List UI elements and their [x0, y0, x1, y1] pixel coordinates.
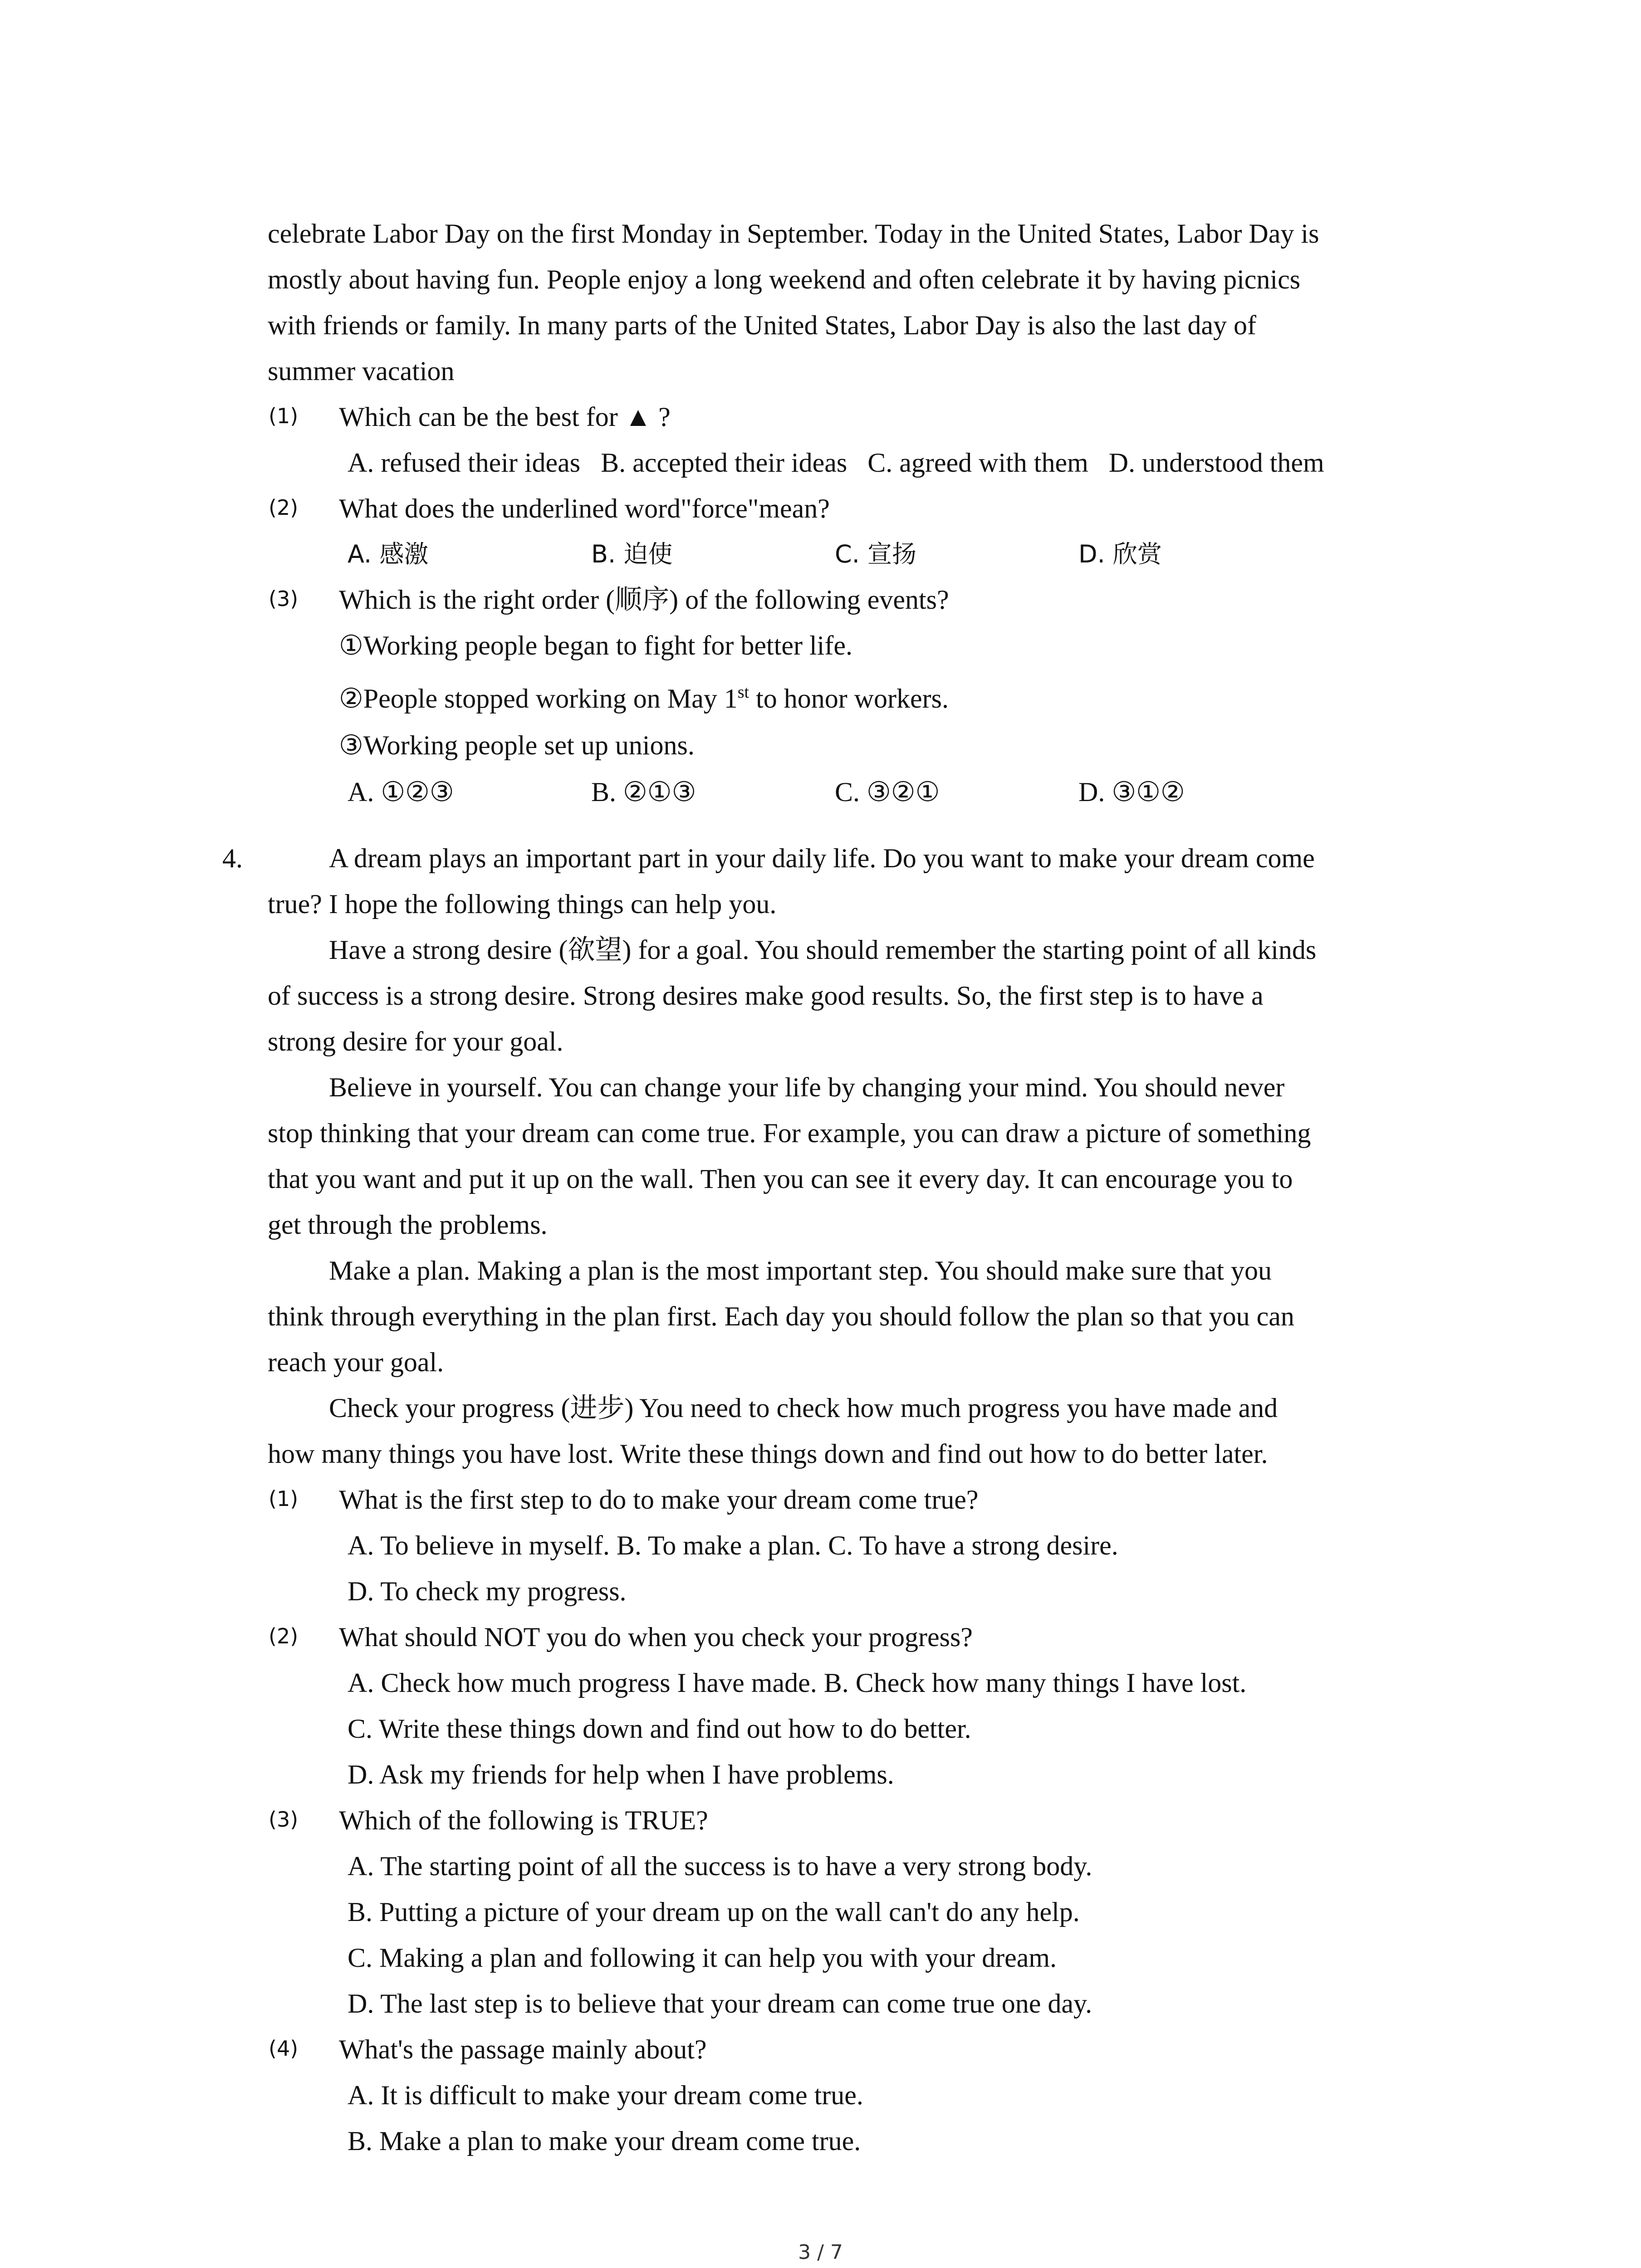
- p3-q2-option-c: C. 宣扬: [835, 540, 917, 568]
- passage4-line-13: Check your progress (进步) You need to check how much progress you have made and: [329, 1393, 1278, 1423]
- passage4-line-4: of success is a strong desire. Strong desires make good results. So, the first step is to have a: [268, 981, 1264, 1011]
- p3-q3-event-2-sup: st: [737, 683, 749, 702]
- p3-q1-option-d: D. understood them: [1108, 448, 1324, 478]
- passage3-line-2: mostly about having fun. People enjoy a long weekend and often celebrate it by having picnics: [268, 264, 1301, 294]
- p3-q3-event-1: ①Working people began to fight for better life.: [339, 631, 852, 660]
- passage3-line-4: summer vacation: [268, 356, 455, 386]
- passage4-line-8: that you want and put it up on the wall. Then you can see it every day. It can encourage you to: [268, 1164, 1293, 1194]
- passage4-number: 4.: [222, 843, 243, 873]
- p4-q4-option-b: B. Make a plan to make your dream come true.: [348, 2126, 861, 2156]
- p4-q4-option-a: A. It is difficult to make your dream come true.: [348, 2080, 863, 2110]
- passage4-line-11: think through everything in the plan first. Each day you should follow the plan so that you can: [268, 1301, 1294, 1331]
- passage4-line-2: true? I hope the following things can help you.: [268, 889, 777, 919]
- p4-q1-options-line-2: D. To check my progress.: [348, 1576, 627, 1606]
- p3-question-1-options: [348, 449, 1324, 476]
- passage4-line-9: get through the problems.: [268, 1210, 548, 1240]
- passage4-line-5: strong desire for your goal.: [268, 1026, 563, 1056]
- p3-q2-option-d: D. 欣赏: [1078, 540, 1162, 568]
- passage4-line-3: Have a strong desire (欲望) for a goal. You should remember the starting point of all kinds: [329, 935, 1317, 965]
- p4-question-2-text: What should NOT you do when you check your progress?: [339, 1622, 973, 1652]
- passage4-line-6: Believe in yourself. You can change your life by changing your mind. You should never: [329, 1072, 1285, 1102]
- p4-question-3-number: (3): [269, 1807, 299, 1832]
- passage4-line-14: how many things you have lost. Write these things down and find out how to do better later.: [268, 1439, 1268, 1469]
- p3-q3-event-2: [339, 685, 949, 712]
- p4-q1-options-line-1: A. To believe in myself. B. To make a plan. C. To have a strong desire.: [348, 1530, 1118, 1560]
- p4-question-1-text: What is the first step to do to make your dream come true?: [339, 1485, 979, 1515]
- p4-question-4-number: (4): [269, 2036, 299, 2061]
- p4-q2-options-line-1: A. Check how much progress I have made. B. Check how many things I have lost.: [348, 1668, 1247, 1698]
- p4-q2-option-d: D. Ask my friends for help when I have problems.: [348, 1760, 894, 1789]
- p4-q3-option-c: C. Making a plan and following it can help you with your dream.: [348, 1943, 1057, 1973]
- p4-question-1-number: (1): [269, 1486, 299, 1511]
- p3-q2-option-b: B. 迫使: [591, 540, 673, 568]
- p3-q3-option-a: A. ①②③: [348, 777, 454, 807]
- p3-q3-event-2-tail: to honor workers.: [749, 684, 949, 714]
- p4-q3-option-a: A. The starting point of all the success is to have a very strong body.: [348, 1851, 1092, 1881]
- p4-q3-option-b: B. Putting a picture of your dream up on the wall can't do any help.: [348, 1897, 1080, 1927]
- p3-question-1-number: (1): [269, 404, 299, 428]
- passage4-line-12: reach your goal.: [268, 1347, 444, 1377]
- passage3-line-1: celebrate Labor Day on the first Monday in September. Today in the United States, Labor Day is: [268, 219, 1319, 249]
- p3-q3-event-2-head: ②People stopped working on May 1: [339, 684, 738, 714]
- p3-q1-option-a: A. refused their ideas: [348, 448, 581, 478]
- passage4-line-10: Make a plan. Making a plan is the most important step. You should make sure that you: [329, 1256, 1272, 1286]
- p3-question-2-number: (2): [269, 495, 299, 520]
- p3-question-3-number: (3): [269, 587, 299, 611]
- p4-question-3-text: Which of the following is TRUE?: [339, 1805, 708, 1835]
- p4-question-4-text: What's the passage mainly about?: [339, 2034, 707, 2064]
- p3-q1-option-c: C. agreed with them: [867, 448, 1088, 478]
- passage4-line-7: stop thinking that your dream can come true. For example, you can draw a picture of something: [268, 1118, 1311, 1148]
- p3-q2-option-a: A. 感激: [348, 540, 429, 568]
- p3-question-2-text: What does the underlined word"force"mean?: [339, 494, 830, 523]
- p4-q3-option-d: D. The last step is to believe that your dream can come true one day.: [348, 1989, 1092, 2019]
- p3-q3-option-c: C. ③②①: [835, 777, 940, 807]
- page-number: 3 / 7: [798, 2241, 843, 2264]
- p4-question-2-number: (2): [269, 1624, 299, 1648]
- p3-question-1-text: Which can be the best for ▲ ?: [339, 402, 671, 432]
- passage3-line-3: with friends or family. In many parts of the United States, Labor Day is also the last day of: [268, 310, 1256, 340]
- p4-q2-option-c: C. Write these things down and find out how to do better.: [348, 1714, 971, 1744]
- p3-q3-event-3: ③Working people set up unions.: [339, 730, 695, 760]
- p3-q3-option-d: D. ③①②: [1078, 777, 1185, 807]
- p3-q3-option-b: B. ②①③: [591, 777, 696, 807]
- passage4-line-1: A dream plays an important part in your daily life. Do you want to make your dream come: [329, 843, 1315, 873]
- p3-q1-option-b: B. accepted their ideas: [601, 448, 847, 478]
- p3-question-3-text: Which is the right order (顺序) of the following events?: [339, 585, 949, 615]
